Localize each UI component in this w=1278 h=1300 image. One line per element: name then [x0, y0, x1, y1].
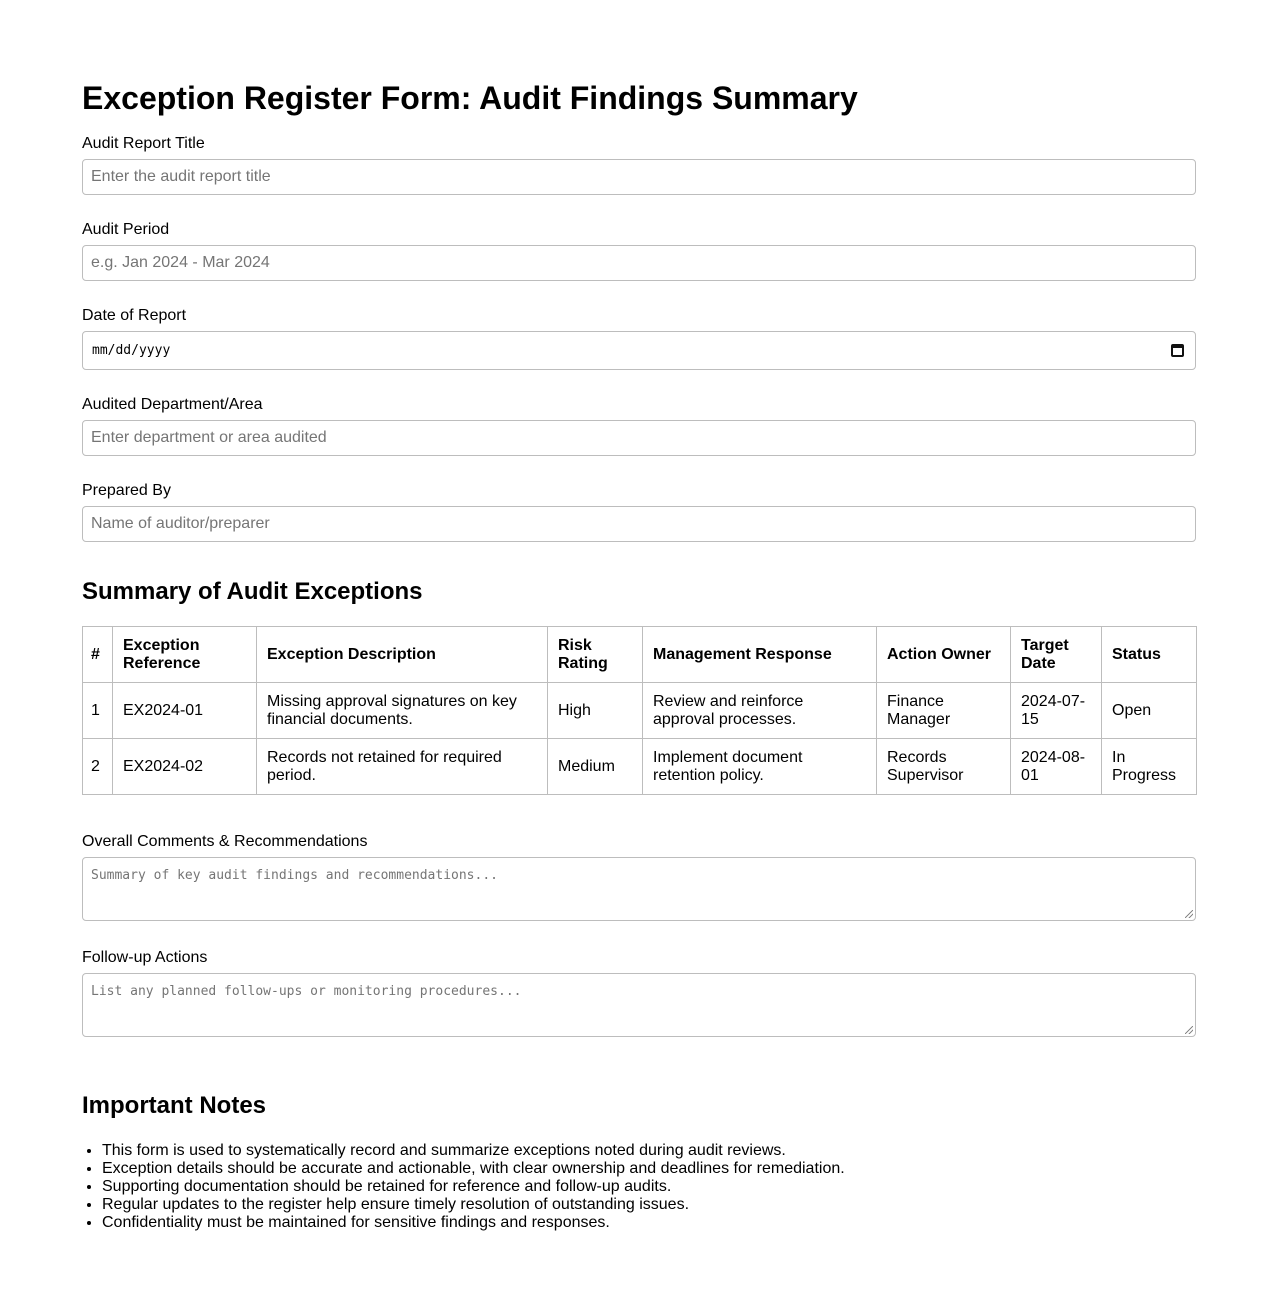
prepared-by-label: Prepared By — [82, 482, 171, 499]
prepared-by-field — [82, 482, 1196, 542]
comments-placeholder: Summary of key audit findings and recommendations... — [91, 868, 498, 883]
exceptions-table — [82, 626, 1197, 795]
page-title: Exception Register Form: Audit Findings Summary — [82, 80, 858, 116]
target-date: 2024-08-01 — [1011, 739, 1102, 795]
comments-label: Overall Comments & Recommendations — [82, 833, 368, 850]
action-owner: Finance Manager — [877, 683, 1011, 739]
notes-heading: Important Notes — [82, 1092, 267, 1119]
resize-grip-icon[interactable] — [1185, 910, 1193, 918]
table-row — [83, 739, 1197, 795]
management-response: Review and reinforce approval processes. — [643, 683, 877, 739]
audit-period-input[interactable] — [82, 245, 1196, 281]
target-date: 2024-07-15 — [1011, 683, 1102, 739]
table-row — [83, 683, 1197, 739]
exception-reference: EX2024-02 — [113, 739, 257, 795]
column-header: Exception Description — [257, 627, 548, 683]
row-number: 2 — [83, 739, 113, 795]
date-placeholder: mm/dd/yyyy — [92, 343, 171, 358]
list-item: • This form is used to systematically record and summarize exceptions noted during audit reviews. — [102, 1142, 1196, 1160]
resize-grip-icon[interactable] — [1185, 1026, 1193, 1034]
notes-list — [82, 1142, 1196, 1232]
exception-description: Missing approval signatures on key financial documents. — [257, 683, 548, 739]
row-number: 1 — [83, 683, 113, 739]
list-item: • Confidentiality must be maintained for sensitive findings and responses. — [102, 1214, 1196, 1232]
action-owner: Records Supervisor — [877, 739, 1011, 795]
management-response: Implement document retention policy. — [643, 739, 877, 795]
date-of-report-input[interactable] — [82, 331, 1196, 370]
status: In Progress — [1102, 739, 1197, 795]
prepared-by-input[interactable] — [82, 506, 1196, 542]
audit-report-title-input[interactable] — [82, 159, 1196, 195]
followup-field — [82, 949, 1196, 1037]
list-item: • Regular updates to the register help ensure timely resolution of outstanding issues. — [102, 1196, 1196, 1214]
audit-period-label: Audit Period — [82, 221, 170, 238]
list-item: • Exception details should be accurate and actionable, with clear ownership and deadlines for remediation. — [102, 1160, 1196, 1178]
audit-report-title-label: Audit Report Title — [82, 135, 205, 152]
column-header: Status — [1102, 627, 1197, 683]
exception-register-form — [82, 0, 1196, 1232]
risk-rating: Medium — [548, 739, 643, 795]
exception-description: Records not retained for required period. — [257, 739, 548, 795]
column-header: Management Response — [643, 627, 877, 683]
calendar-icon[interactable] — [1171, 344, 1184, 357]
comments-textarea[interactable] — [82, 857, 1196, 921]
date-of-report-label: Date of Report — [82, 307, 187, 324]
followup-placeholder: List any planned follow-ups or monitoring procedures... — [91, 984, 522, 999]
list-item: • Supporting documentation should be retained for reference and follow-up audits. — [102, 1178, 1196, 1196]
exception-reference: EX2024-01 — [113, 683, 257, 739]
audit-period-field — [82, 221, 1196, 281]
status: Open — [1102, 683, 1197, 739]
audited-department-label: Audited Department/Area — [82, 396, 263, 413]
followup-textarea[interactable] — [82, 973, 1196, 1037]
table-header-row — [83, 627, 1197, 683]
column-header: Action Owner — [877, 627, 1011, 683]
audited-department-input[interactable] — [82, 420, 1196, 456]
column-header: Risk Rating — [548, 627, 643, 683]
column-header: Target Date — [1011, 627, 1102, 683]
column-header: # — [83, 627, 113, 683]
risk-rating: High — [548, 683, 643, 739]
audit-report-title-field — [82, 135, 1196, 195]
date-of-report-field — [82, 307, 1196, 370]
followup-label: Follow-up Actions — [82, 949, 208, 966]
audited-department-field — [82, 396, 1196, 456]
summary-heading: Summary of Audit Exceptions — [82, 578, 423, 605]
column-header: Exception Reference — [113, 627, 257, 683]
comments-field — [82, 833, 1196, 921]
